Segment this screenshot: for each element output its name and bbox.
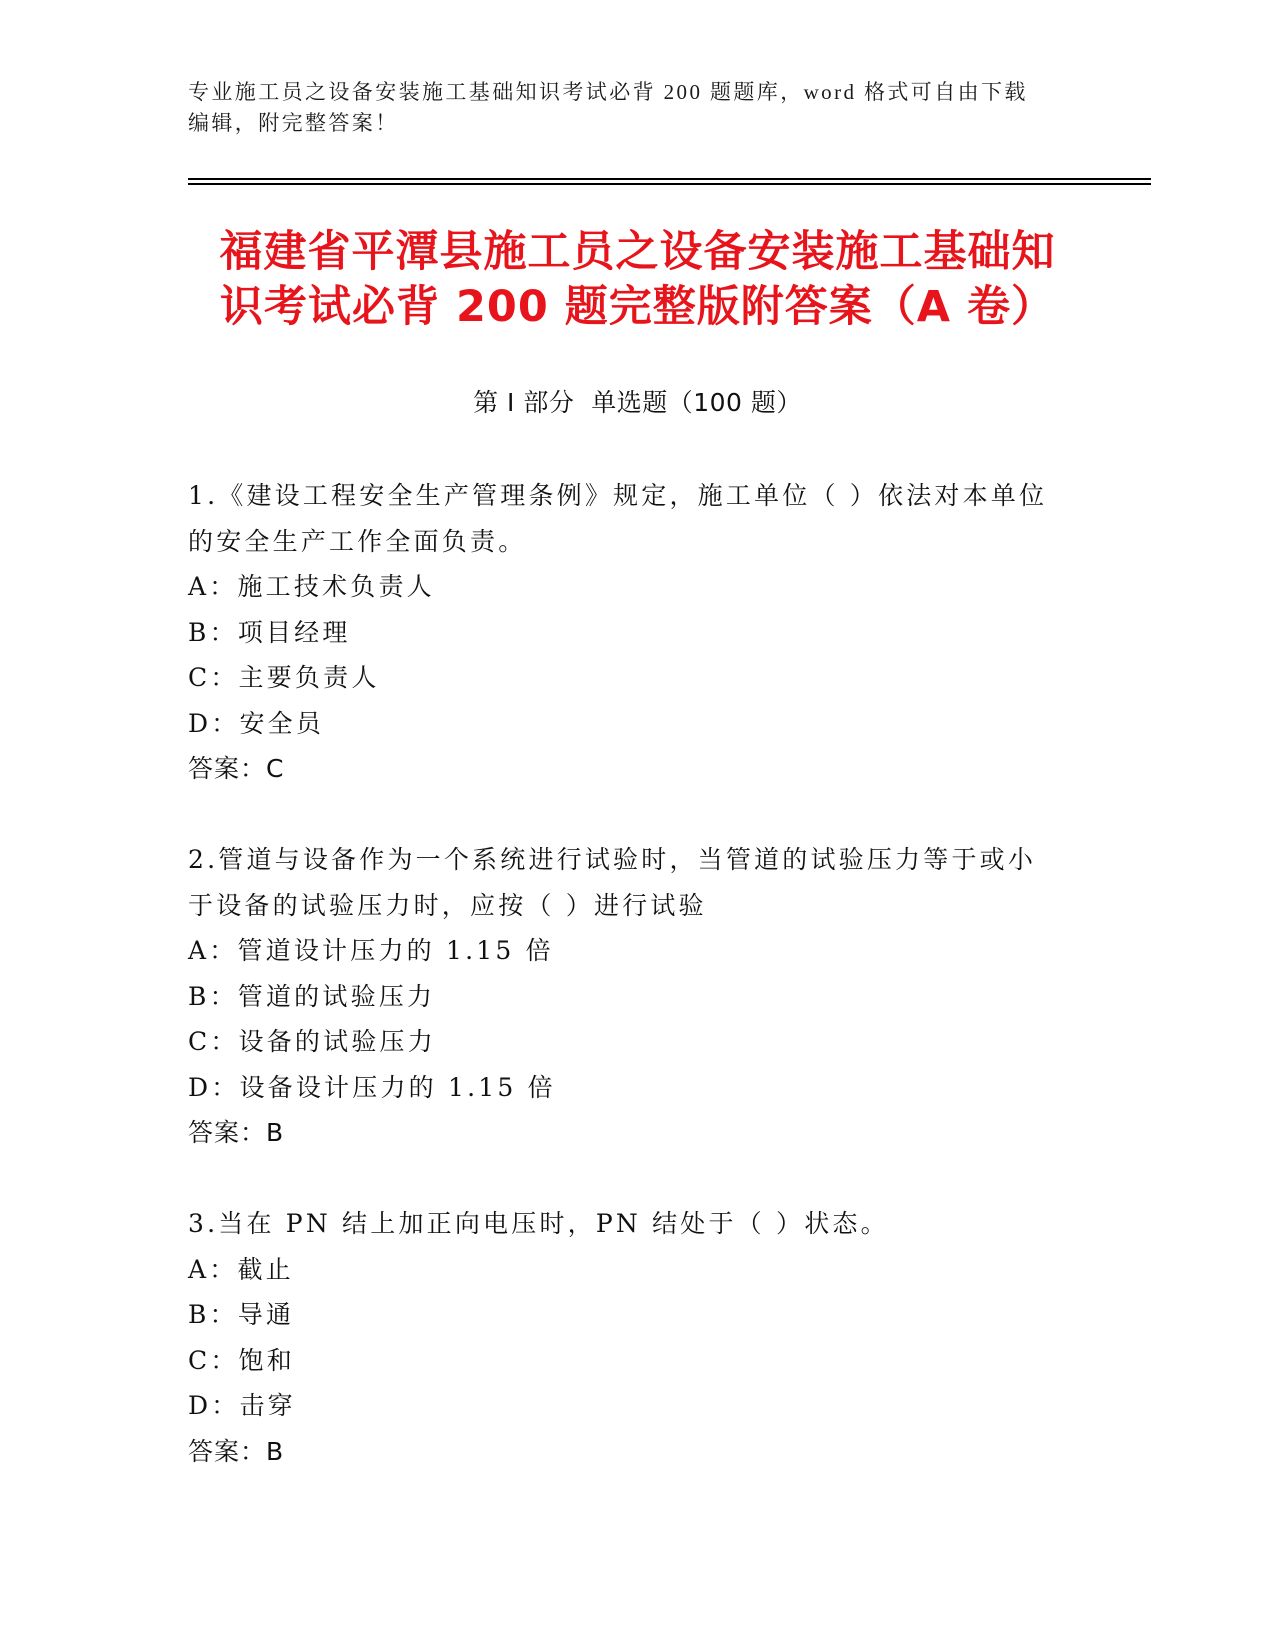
document-header [188,77,1148,139]
header-divider-bottom [188,183,1151,185]
option-c: C：设备的试验压力 [188,1027,436,1056]
question-text: 1.《建设工程安全生产管理条例》规定，施工单位（ ）依法对本单位 [188,481,1048,510]
answer-line: 答案：B [188,1436,285,1466]
section-heading: 第 I 部分 单选题（100 题） [473,388,802,417]
answer-line: 答案：B [188,1118,285,1147]
option-b: B：管道的试验压力 [188,981,436,1011]
document-title [0,225,1275,335]
answer-line: 答案：C [188,754,285,783]
option-a: A：截止 [188,1254,294,1284]
option-c: C：主要负责人 [188,663,380,692]
option-b: B：项目经理 [188,617,351,647]
question-3 [188,1201,1148,1474]
header-line: 编辑，附完整答案！ [188,111,399,135]
option-d: D：安全员 [188,708,325,738]
option-a: A：施工技术负责人 [188,572,435,601]
title-line: 福建省平潭县施工员之设备安装施工基础知 [219,227,1056,277]
option-d: D：设备设计压力的 1.15 倍 [188,1072,556,1102]
question-1 [188,473,1148,792]
option-a: A：管道设计压力的 1.15 倍 [188,936,554,965]
option-b: B：导通 [188,1300,295,1329]
question-text: 的安全生产工作全面负责。 [188,526,527,556]
header-line: 专业施工员之设备安装施工基础知识考试必背 200 题题库，word 格式可自由下载 [188,80,1028,104]
question-2 [188,837,1148,1156]
header-divider-top [188,178,1151,180]
question-text: 于设备的试验压力时，应按（ ）进行试验 [188,890,707,920]
option-d: D：击穿 [188,1391,296,1420]
question-list [188,473,1148,1520]
title-line: 识考试必背 200 题完整版附答案（A 卷） [220,282,1055,332]
question-text: 2.管道与设备作为一个系统进行试验时，当管道的试验压力等于或小 [188,845,1037,874]
option-c: C：饱和 [188,1345,295,1375]
question-text: 3.当在 PN 结上加正向电压时，PN 结处于（ ）状态。 [188,1209,889,1238]
